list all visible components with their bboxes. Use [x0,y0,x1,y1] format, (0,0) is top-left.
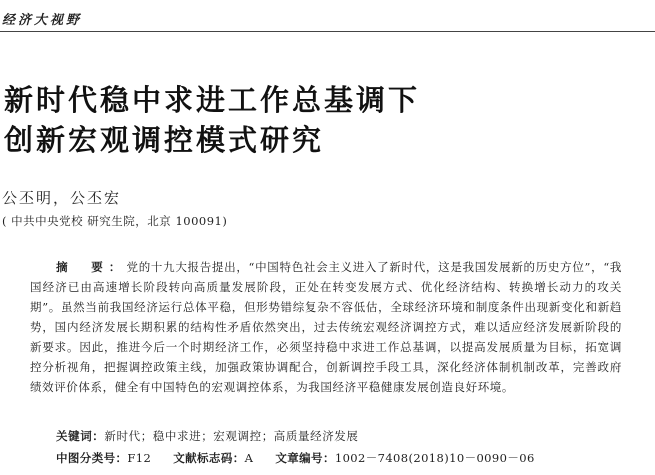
journal-column-name: 经济大视野 [2,13,83,28]
clc-value: F12 [127,451,152,465]
article-number-value: 1002－7408(2018)10－0090－06 [334,451,535,465]
article-title-line-2: 创新宏观调控模式研究 [4,123,325,157]
header-divider [0,31,655,32]
classification-line [56,450,535,466]
journal-header [0,0,655,32]
document-code-label: 文献标志码： [173,451,245,465]
clc-label: 中图分类号： [56,451,128,465]
keywords-text: 新时代；稳中求进；宏观调控；高质量经济发展 [104,429,359,443]
keywords-line [56,428,359,444]
author-affiliation: ( 中共中央党校 研究生院，北京 100091) [2,214,228,228]
document-code-value: A [244,451,254,465]
article-title-line-1: 新时代稳中求进工作总基调下 [4,83,421,117]
keywords-label: 关键词： [56,429,105,443]
abstract-text: 党的十九大报告提出，“中国特色社会主义进入了新时代，这是我国发展新的历史方位”，“我国经济已由高速增长阶段转向高质量发展阶段，正处在转变发展方式、优化经济结构、转换增长动力的攻关期”。虽然当前我国经济运行总体平稳，但形势错综复杂不容低估，全球经济环境和制度条件出现新变化和新趋势，国内经济发展长期积累的结构性矛盾依然突出，过去传统宏观经济调控方式，难以适应经济发展新阶段的新要求。因此，推进今后一个时期经济工作，必须坚持稳中求进工作总基调，以提高发展质量为目标，拓宽调控分析视角，把握调控政策主线，加强政策协调配合，创新调控手段工具，深化经济体制机制改革，完善政府绩效评价体系，健全有中国特色的宏观调控体系，为我国经济平稳健康发展创造良好环境。 [30,260,622,394]
article-authors: 公丕明，公丕宏 [2,189,122,207]
abstract-label: 摘 要： [56,260,127,274]
abstract-paragraph [30,257,622,397]
article-number-label: 文章编号： [275,451,335,465]
article-title [4,80,644,160]
